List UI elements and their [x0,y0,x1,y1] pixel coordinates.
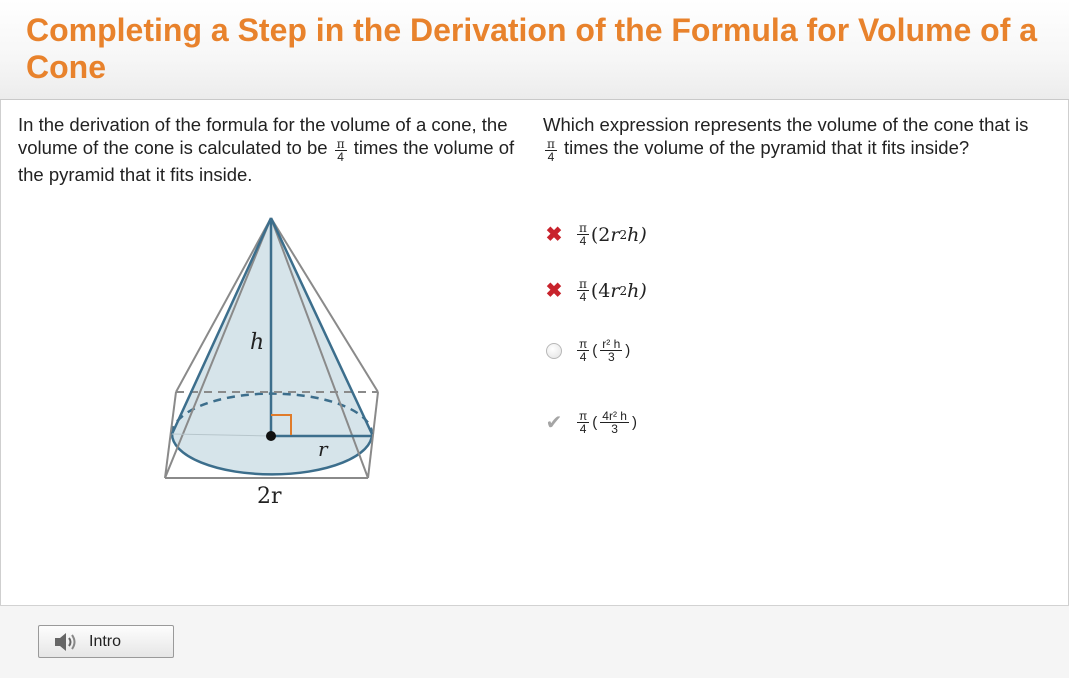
inner-fraction: $\frac{\text{4r² h}}{3}$ [602,409,627,436]
header [0,0,1069,100]
option-expression: $\frac{\pi}{4}$ (4 r 2 h) [579,277,647,304]
pi-over-4-fraction: $\frac{\pi}{4}$ [579,337,588,364]
speaker-icon [53,631,79,653]
page-title: Completing a Step in the Derivation of the Formula for Volume of a Cone [26,12,1038,85]
intro-button[interactable] [38,625,174,658]
pi-over-4-fraction: $\frac{\pi}{4}$ [579,409,588,436]
label-r: r [318,437,328,461]
question [543,113,1048,163]
option-4[interactable] [543,410,638,435]
radio-button[interactable] [543,340,565,362]
inner-fraction: $\frac{\text{r² h}}{3}$ [602,337,621,364]
radio-circle-icon [546,343,562,359]
option-1[interactable] [543,222,647,247]
center-point [266,431,276,441]
option-expression: $\frac{\pi}{4}$ ( $\frac{\text{r² h}}{3}$ ) [579,337,631,364]
pi-over-4-fraction: $\frac{\pi}{4}$ [336,137,345,164]
pi-over-4-fraction: $\frac{\pi}{4}$ [547,137,555,164]
option-2[interactable] [543,278,647,303]
pi-over-4-fraction: $\frac{\pi}{4}$ [579,221,587,248]
problem-text-2: times the volume of the pyramid that it fits inside. [18,137,515,185]
question-text-2: times the volume of the pyramid that it fits inside? [564,137,970,158]
label-2r: 2r [257,484,282,509]
problem-statement [18,113,523,186]
incorrect-x-icon: ✖ [545,224,563,246]
problem-text-1: In the derivation of the formula for the volume of a cone, the volume of the cone is calculated to be [18,114,508,158]
question-text-1: Which expression represents the volume of the cone that is [543,114,1029,135]
option-expression: $\frac{\pi}{4}$ (2 r 2 h) [579,221,647,248]
option-3[interactable] [543,338,631,363]
cone-pyramid-figure [150,210,390,510]
pi-over-4-fraction: $\frac{\pi}{4}$ [579,277,587,304]
incorrect-x-icon: ✖ [545,280,563,302]
intro-label: Intro [89,632,122,650]
option-expression: $\frac{\pi}{4}$ ( $\frac{\text{4r² h}}{3}$ ) [579,409,637,436]
footer [0,605,1069,678]
correct-check-icon: ✔ [545,412,563,434]
label-h: h [250,330,265,355]
